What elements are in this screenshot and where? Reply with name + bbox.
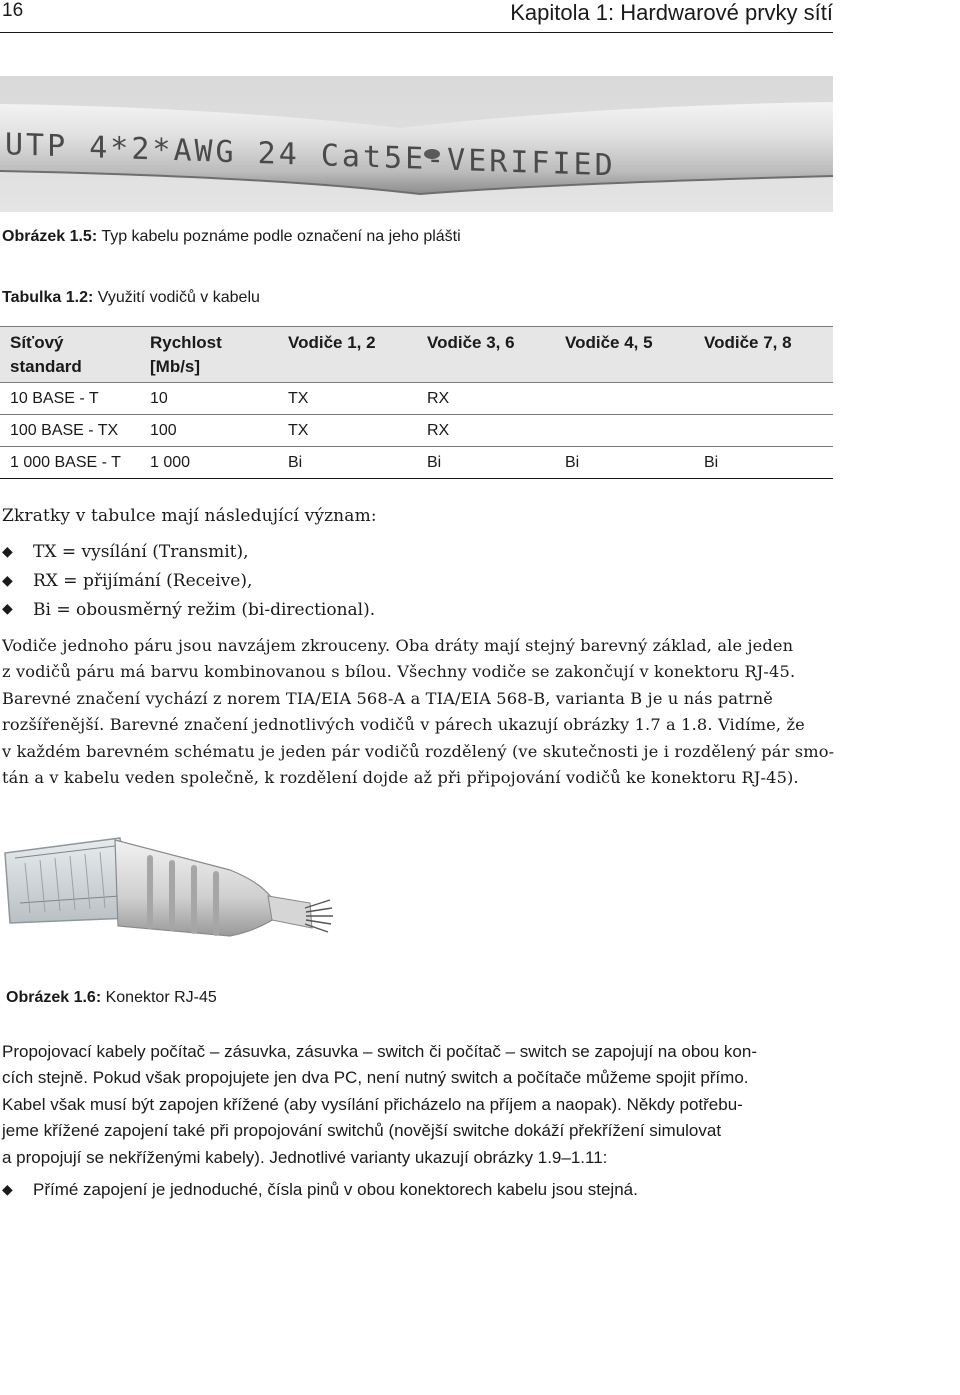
header-line: Síťový (10, 333, 64, 352)
cable-marking-text: UTP 4*2*AWG 24 Cat5E-VERIFIED (5, 127, 616, 184)
body-paragraph (2, 1039, 842, 1171)
table-caption (2, 289, 260, 307)
header-line: Rychlost (150, 333, 222, 352)
figure-caption (2, 228, 461, 246)
header-cell-wires-1-2: Vodiče 1, 2 (288, 333, 376, 352)
table-rule (0, 414, 833, 415)
header-rule (0, 32, 833, 33)
paragraph-line: cích stejně. Pokud však propojujete jen dva PC, není nutný switch a počítače můžeme spojit přímo. (2, 1068, 749, 1088)
diamond-bullet-icon: ◆ (2, 602, 13, 618)
list-item-text: TX = vysílání (Transmit), (33, 542, 249, 563)
table-cell: 10 BASE - T (10, 390, 99, 407)
diamond-bullet-icon: ◆ (2, 573, 13, 589)
table-caption-text: Využití vodičů v kabelu (93, 289, 260, 306)
table-caption-label: Tabulka 1.2: (2, 289, 94, 306)
header-cell-speed (150, 331, 222, 379)
paragraph-line: v každém barevném schématu je jeden pár vodičů rozdělený (ve skutečnosti je i rozdělený pár smo- (2, 741, 835, 761)
list-item (2, 567, 822, 596)
abbrev-intro: Zkratky v tabulce mají následující význam: (2, 506, 377, 526)
table-cell: Bi (704, 454, 719, 471)
abbrev-list (2, 538, 822, 624)
page-number: 16 (2, 0, 24, 21)
paragraph-line: z vodičů páru má barvu kombinovanou s bílou. Všechny vodiče se zakončují v konektoru RJ-45. (2, 662, 796, 682)
table-cell: RX (427, 390, 450, 407)
table-cell: Bi (288, 454, 303, 471)
table-cell: 1 000 BASE - T (10, 454, 121, 471)
paragraph-line: Barevné značení vychází z norem TIA/EIA 568-A a TIA/EIA 568-B, varianta B je u nás patrně (2, 688, 774, 708)
header-line: standard (10, 357, 82, 376)
table-cell: 10 (150, 390, 168, 407)
table-cell: 100 BASE - TX (10, 422, 119, 439)
paragraph-line: jeme křížené zapojení také při propojování switchů (novější switche dokáží překřížení simulovat (2, 1121, 722, 1141)
paragraph-line: a propojují se nekříženými kabely). Jednotlivé varianty ukazují obrázky 1.9–1.11: (2, 1147, 608, 1167)
list-item (2, 1180, 638, 1200)
table-cell: RX (427, 422, 450, 439)
paragraph-line: rozšířenější. Barevné značení jednotlivých vodičů v párech ukazují obrázky 1.7 a 1.8. Vidíme, že (2, 715, 805, 735)
rj45-connector-photo (0, 808, 340, 958)
caption-text: Konektor RJ-45 (101, 989, 217, 1006)
table-cell: Bi (565, 454, 580, 471)
table-cell: 1 000 (150, 454, 191, 471)
table-rule (0, 446, 833, 447)
list-item-text: Bi = obousměrný režim (bi-directional). (33, 599, 376, 620)
caption-label: Obrázek 1.5: (2, 228, 98, 245)
paragraph-line: Vodiče jednoho páru jsou navzájem zkrouceny. Oba dráty mají stejný barevný základ, ale jeden (2, 636, 794, 655)
table-bottom-rule (0, 478, 833, 479)
paragraph-line: Kabel však musí být zapojen křížené (aby vysílání přicházelo na příjem a naopak). Někdy potřebu- (2, 1094, 743, 1114)
table-cell: 100 (150, 422, 177, 439)
paragraph-line: tán a v kabelu veden společně, k rozdělení dojde až při připojování vodičů ke konektoru RJ-45). (2, 768, 799, 788)
list-item (2, 596, 822, 625)
header-cell-wires-7-8: Vodiče 7, 8 (704, 333, 792, 352)
list-item-text: Přímé zapojení je jednoduché, čísla pinů v obou konektorech kabelu jsou stejná. (33, 1180, 638, 1199)
table-cell: TX (288, 390, 309, 407)
header-cell-wires-4-5: Vodiče 4, 5 (565, 333, 653, 352)
header-cell-wires-3-6: Vodiče 3, 6 (427, 333, 515, 352)
header-line: [Mb/s] (150, 357, 201, 376)
list-item (2, 538, 822, 567)
cable-photo (0, 76, 833, 212)
caption-label: Obrázek 1.6: (6, 989, 102, 1006)
chapter-title: Kapitola 1: Hardwarové prvky sítí (510, 0, 833, 25)
table-cell: TX (288, 422, 309, 439)
table-top-rule (0, 326, 833, 327)
diamond-bullet-icon: ◆ (2, 1182, 13, 1198)
header-cell-standard (10, 331, 82, 379)
caption-text: Typ kabelu poznáme podle označení na jeho plášti (97, 228, 461, 245)
body-paragraph (2, 633, 842, 791)
list-item-text: RX = přijímání (Receive), (33, 571, 253, 592)
paragraph-line: Propojovací kabely počítač – zásuvka, zásuvka – switch či počítač – switch se zapojují na obou kon- (2, 1042, 758, 1061)
figure-caption (6, 989, 217, 1007)
table-cell: Bi (427, 454, 442, 471)
table-rule (0, 382, 833, 383)
diamond-bullet-icon: ◆ (2, 544, 13, 560)
